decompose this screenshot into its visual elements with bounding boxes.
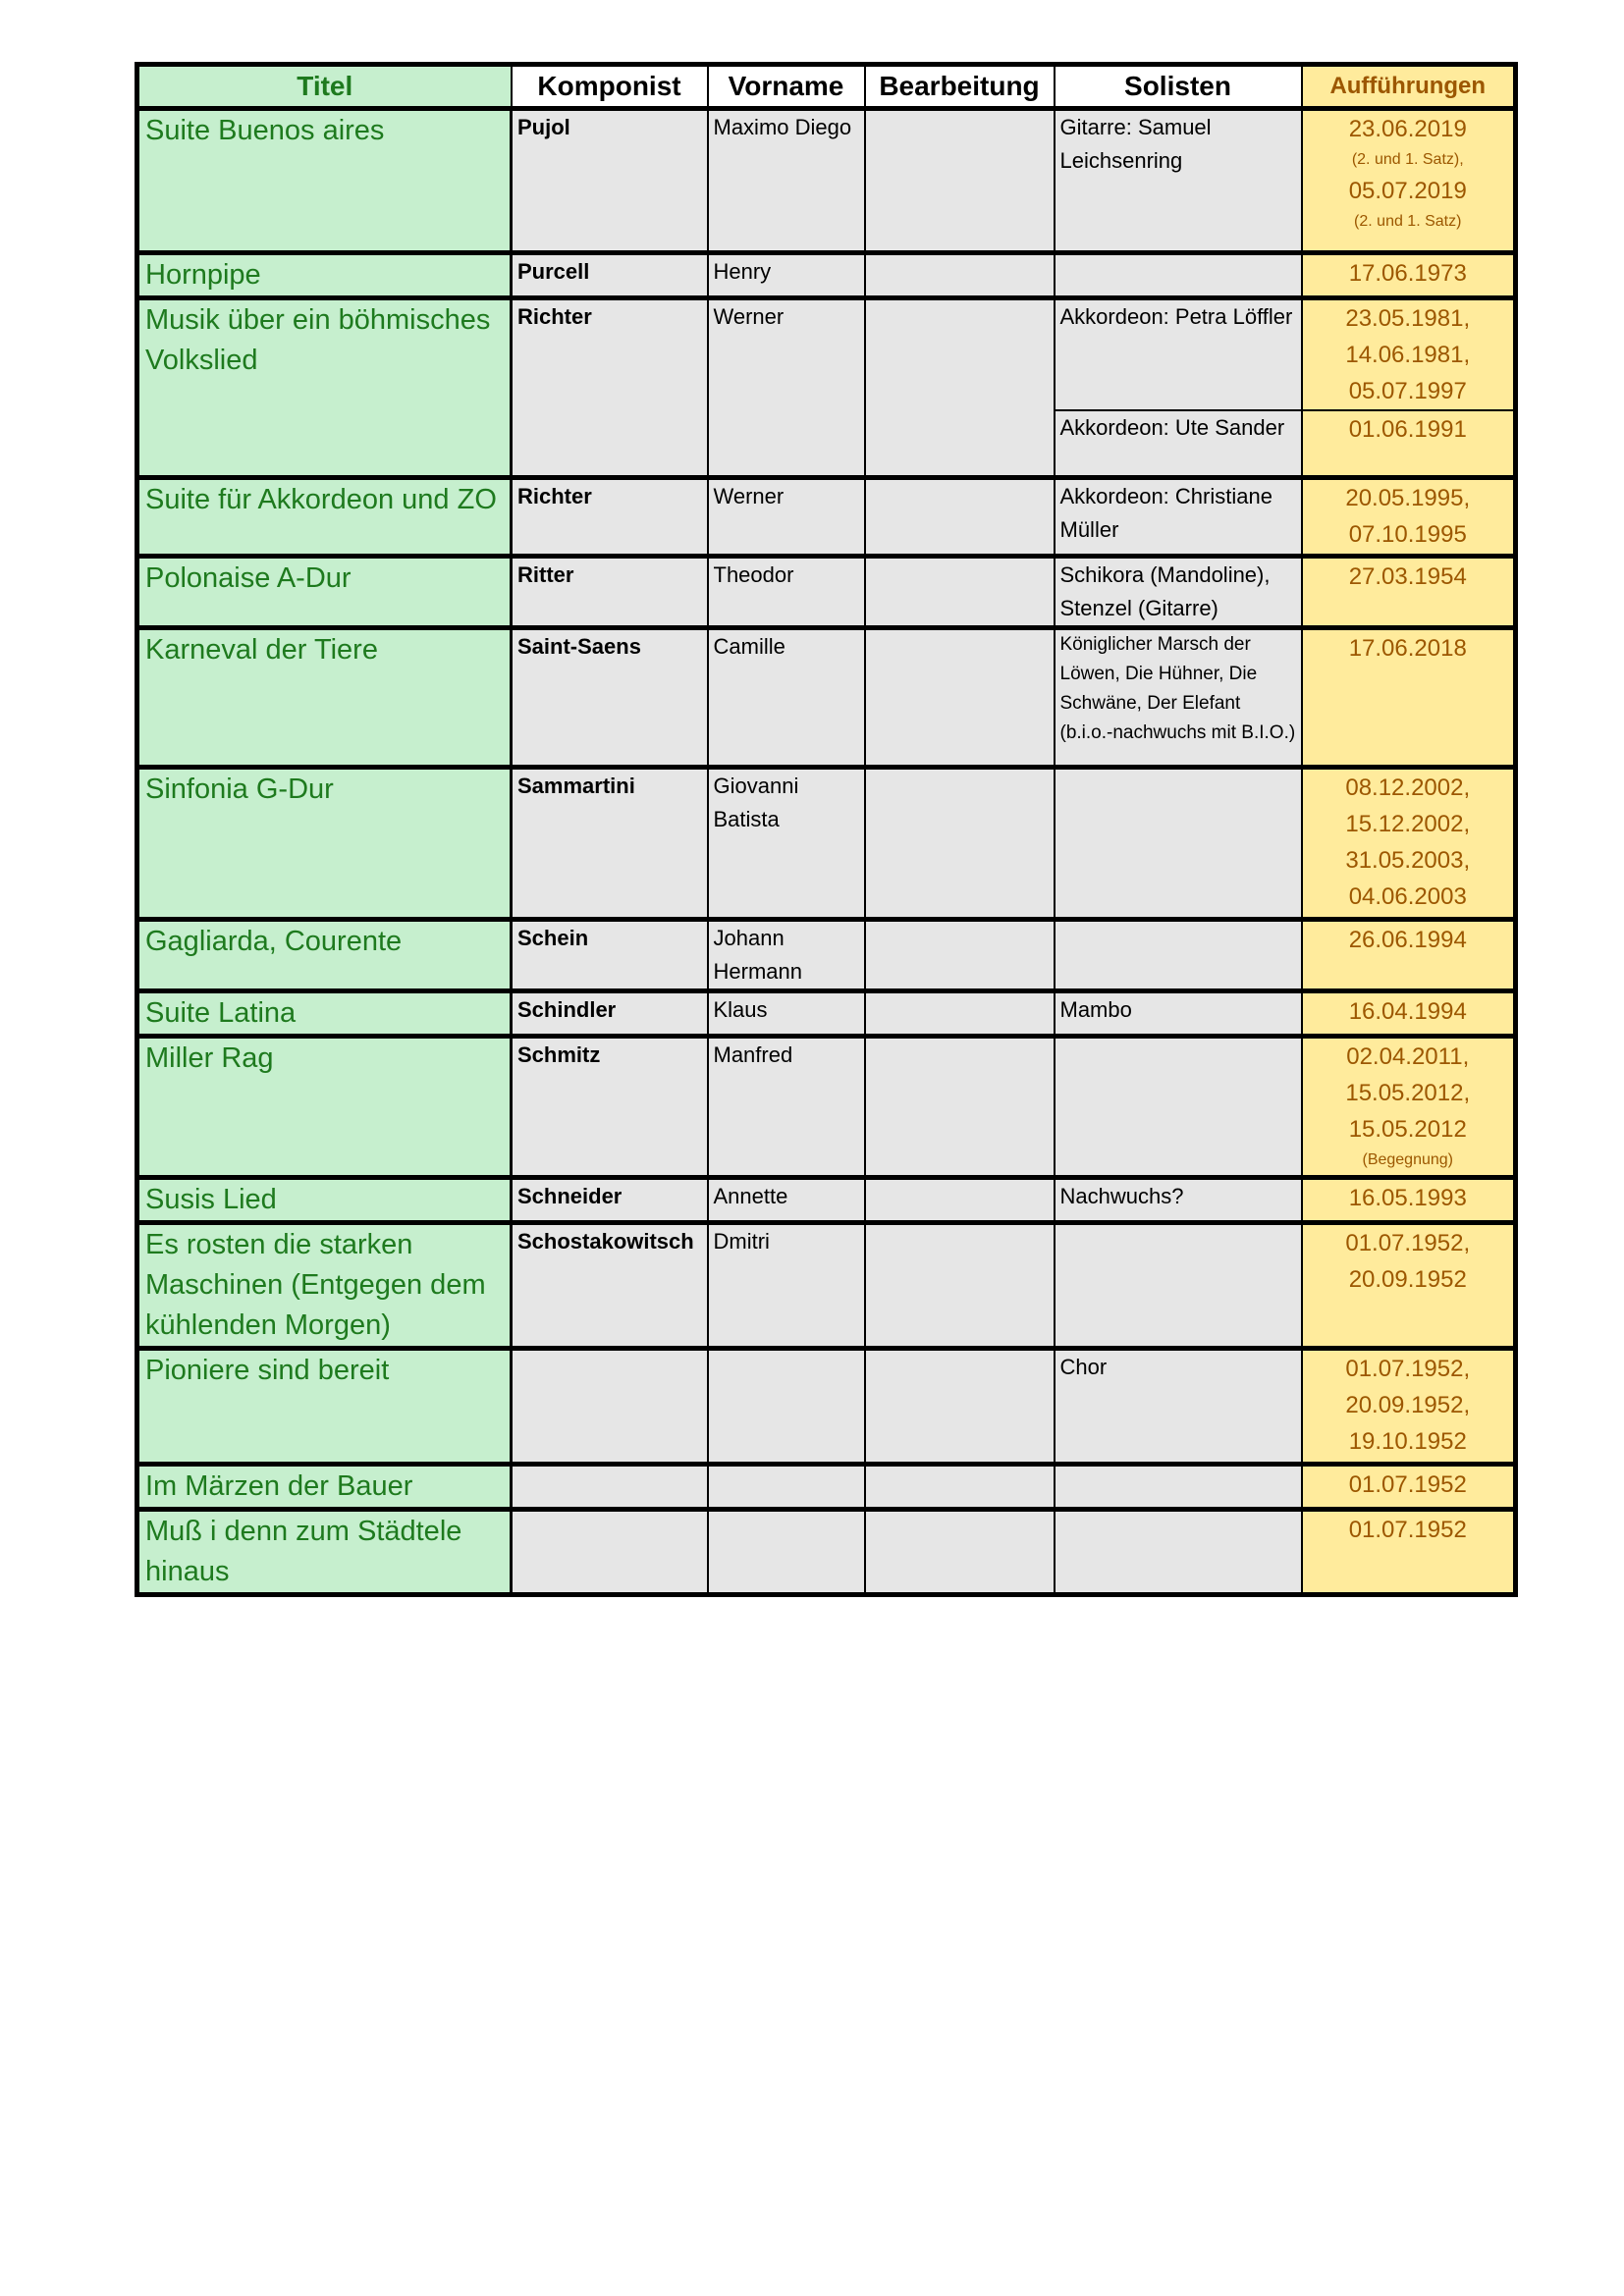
title-cell: Im Märzen der Bauer [137, 1464, 512, 1509]
performances-cell [1302, 1464, 1516, 1509]
first-name-cell [708, 1509, 865, 1594]
title-cell: Musik über ein böhmisches Volkslied [137, 298, 512, 478]
performance-date: 17.06.1973 [1348, 260, 1467, 287]
title-cell: Polonaise A-Dur [137, 556, 512, 627]
performance-date: 01.07.1952 [1348, 1516, 1467, 1543]
arrangement-cell [865, 1509, 1055, 1594]
soloists-cell [1055, 1509, 1302, 1594]
title-cell: Pioniere sind bereit [137, 1348, 512, 1464]
title-cell: Suite Buenos aires [137, 109, 512, 253]
first-name-cell: Theodor [708, 556, 865, 627]
performance-date: 23.05.1981, [1345, 305, 1471, 332]
performance-date: 14.06.1981, [1345, 342, 1471, 368]
arrangement-cell [865, 990, 1055, 1036]
performances-cell [1302, 919, 1516, 990]
arrangement-cell [865, 477, 1055, 556]
arrangement-cell [865, 253, 1055, 298]
composer-cell: Ritter [512, 556, 708, 627]
first-name-cell: Camille [708, 627, 865, 767]
performance-date: 31.05.2003, [1345, 846, 1471, 874]
table-row [137, 298, 1516, 411]
performance-date: 17.06.2018 [1348, 634, 1467, 662]
performances-cell [1302, 767, 1516, 919]
title-cell: Muß i denn zum Städtele hinaus [137, 1509, 512, 1594]
title-cell: Suite für Akkordeon und ZO [137, 477, 512, 556]
composer-cell: Schein [512, 919, 708, 990]
repertoire-table [135, 62, 1518, 1597]
title-cell: Susis Lied [137, 1177, 512, 1222]
table-row [137, 1222, 1516, 1348]
table-row [137, 477, 1516, 556]
soloists-cell: Mambo [1055, 990, 1302, 1036]
performance-date: 19.10.1952 [1348, 1427, 1467, 1455]
performances-cell [1302, 298, 1516, 411]
table-row [137, 109, 1516, 253]
performances-cell [1302, 1348, 1516, 1464]
composer-cell: Schmitz [512, 1036, 708, 1177]
performance-date: 20.09.1952 [1348, 1265, 1467, 1293]
first-name-cell: Maximo Diego [708, 109, 865, 253]
composer-cell: Richter [512, 477, 708, 556]
performance-date: 02.04.2011, [1346, 1042, 1470, 1070]
header-composer: Komponist [512, 65, 708, 109]
table-row [137, 1036, 1516, 1177]
title-cell: Hornpipe [137, 253, 512, 298]
performance-date: 23.06.2019 [1348, 116, 1467, 142]
performance-date: 27.03.1954 [1348, 562, 1467, 590]
table-row [137, 1177, 1516, 1222]
performance-date: 05.07.2019 [1348, 178, 1467, 204]
composer-cell: Schostakowitsch [512, 1222, 708, 1348]
performances-cell [1302, 990, 1516, 1036]
arrangement-cell [865, 556, 1055, 627]
performances-cell [1302, 627, 1516, 767]
header-first-name: Vorname [708, 65, 865, 109]
soloists-cell [1055, 1464, 1302, 1509]
arrangement-cell [865, 1222, 1055, 1348]
performance-date: 15.05.2012, [1345, 1079, 1471, 1106]
composer-cell: Schneider [512, 1177, 708, 1222]
composer-cell: Richter [512, 298, 708, 478]
table-row [137, 1464, 1516, 1509]
soloists-cell: Schikora (Mandoline), Stenzel (Gitarre) [1055, 556, 1302, 627]
soloists-cell: Akkordeon: Ute Sander [1055, 410, 1302, 477]
composer-cell: Saint-Saens [512, 627, 708, 767]
arrangement-cell [865, 919, 1055, 990]
performance-date: 01.06.1991 [1348, 416, 1467, 443]
performance-date: 05.07.1997 [1348, 378, 1467, 404]
title-cell: Miller Rag [137, 1036, 512, 1177]
first-name-cell: Dmitri [708, 1222, 865, 1348]
composer-cell [512, 1348, 708, 1464]
title-cell: Suite Latina [137, 990, 512, 1036]
first-name-cell: Annette [708, 1177, 865, 1222]
composer-cell: Schindler [512, 990, 708, 1036]
soloists-cell: Gitarre: Samuel Leichsenring [1055, 109, 1302, 253]
performance-note: (Begegnung) [1362, 1150, 1453, 1168]
table-row [137, 990, 1516, 1036]
first-name-cell [708, 1348, 865, 1464]
header-row [137, 65, 1516, 109]
performance-date: 26.06.1994 [1348, 926, 1467, 953]
performance-date: 16.04.1994 [1348, 997, 1467, 1025]
header-arrangement: Bearbeitung [865, 65, 1055, 109]
soloists-cell [1055, 767, 1302, 919]
first-name-cell: Werner [708, 298, 865, 478]
arrangement-cell [865, 1464, 1055, 1509]
arrangement-cell [865, 109, 1055, 253]
performance-date: 16.05.1993 [1348, 1184, 1467, 1211]
soloists-cell [1055, 1222, 1302, 1348]
composer-cell [512, 1509, 708, 1594]
performance-date: 15.05.2012 [1348, 1115, 1467, 1143]
composer-cell: Purcell [512, 253, 708, 298]
title-cell: Sinfonia G-Dur [137, 767, 512, 919]
header-title: Titel [137, 65, 512, 109]
performance-date: 01.07.1952, [1345, 1355, 1471, 1382]
soloists-cell: Königlicher Marsch der Löwen, Die Hühner, Die Schwäne, Der Elefant (b.i.o.-nachwuchs mit B.I.O.) [1055, 627, 1302, 767]
performances-cell [1302, 477, 1516, 556]
performance-date: 20.09.1952, [1345, 1391, 1471, 1418]
soloists-cell: Akkordeon: Petra Löffler [1055, 298, 1302, 411]
arrangement-cell [865, 1348, 1055, 1464]
header-performances: Aufführungen [1302, 65, 1516, 109]
performances-cell [1302, 109, 1516, 253]
performances-cell [1302, 253, 1516, 298]
table-row [137, 253, 1516, 298]
performance-date: 01.07.1952 [1348, 1470, 1467, 1498]
table-row [137, 1348, 1516, 1464]
performance-date: 20.05.1995, [1345, 484, 1471, 511]
performance-note: (2. und 1. Satz), [1351, 151, 1464, 168]
performances-cell [1302, 410, 1516, 477]
header-soloists: Solisten [1055, 65, 1302, 109]
first-name-cell [708, 1464, 865, 1509]
composer-cell: Pujol [512, 109, 708, 253]
soloists-cell: Akkordeon: Christiane Müller [1055, 477, 1302, 556]
performances-cell [1302, 556, 1516, 627]
arrangement-cell [865, 1177, 1055, 1222]
performances-cell [1302, 1509, 1516, 1594]
performance-date: 07.10.1995 [1348, 520, 1467, 548]
soloists-cell [1055, 1036, 1302, 1177]
title-cell: Es rosten die starken Maschinen (Entgegen dem kühlenden Morgen) [137, 1222, 512, 1348]
table-row [137, 919, 1516, 990]
table-row [137, 767, 1516, 919]
arrangement-cell [865, 767, 1055, 919]
title-cell: Gagliarda, Courente [137, 919, 512, 990]
first-name-cell: Werner [708, 477, 865, 556]
title-cell: Karneval der Tiere [137, 627, 512, 767]
arrangement-cell [865, 1036, 1055, 1177]
performances-cell [1302, 1177, 1516, 1222]
performance-date: 01.07.1952, [1345, 1229, 1471, 1256]
first-name-cell: Giovanni Batista [708, 767, 865, 919]
first-name-cell: Manfred [708, 1036, 865, 1177]
composer-cell [512, 1464, 708, 1509]
performances-cell [1302, 1036, 1516, 1177]
table-row [137, 627, 1516, 767]
first-name-cell: Johann Hermann [708, 919, 865, 990]
soloists-cell [1055, 253, 1302, 298]
performance-date: 08.12.2002, [1345, 774, 1471, 801]
arrangement-cell [865, 298, 1055, 478]
soloists-cell: Chor [1055, 1348, 1302, 1464]
composer-cell: Sammartini [512, 767, 708, 919]
arrangement-cell [865, 627, 1055, 767]
soloists-cell [1055, 919, 1302, 990]
performance-date: 15.12.2002, [1345, 810, 1471, 837]
first-name-cell: Henry [708, 253, 865, 298]
table-row [137, 1509, 1516, 1594]
performances-cell [1302, 1222, 1516, 1348]
performance-date: 04.06.2003 [1348, 882, 1467, 910]
performance-note: (2. und 1. Satz) [1354, 213, 1462, 230]
table-row [137, 556, 1516, 627]
first-name-cell: Klaus [708, 990, 865, 1036]
soloists-cell: Nachwuchs? [1055, 1177, 1302, 1222]
